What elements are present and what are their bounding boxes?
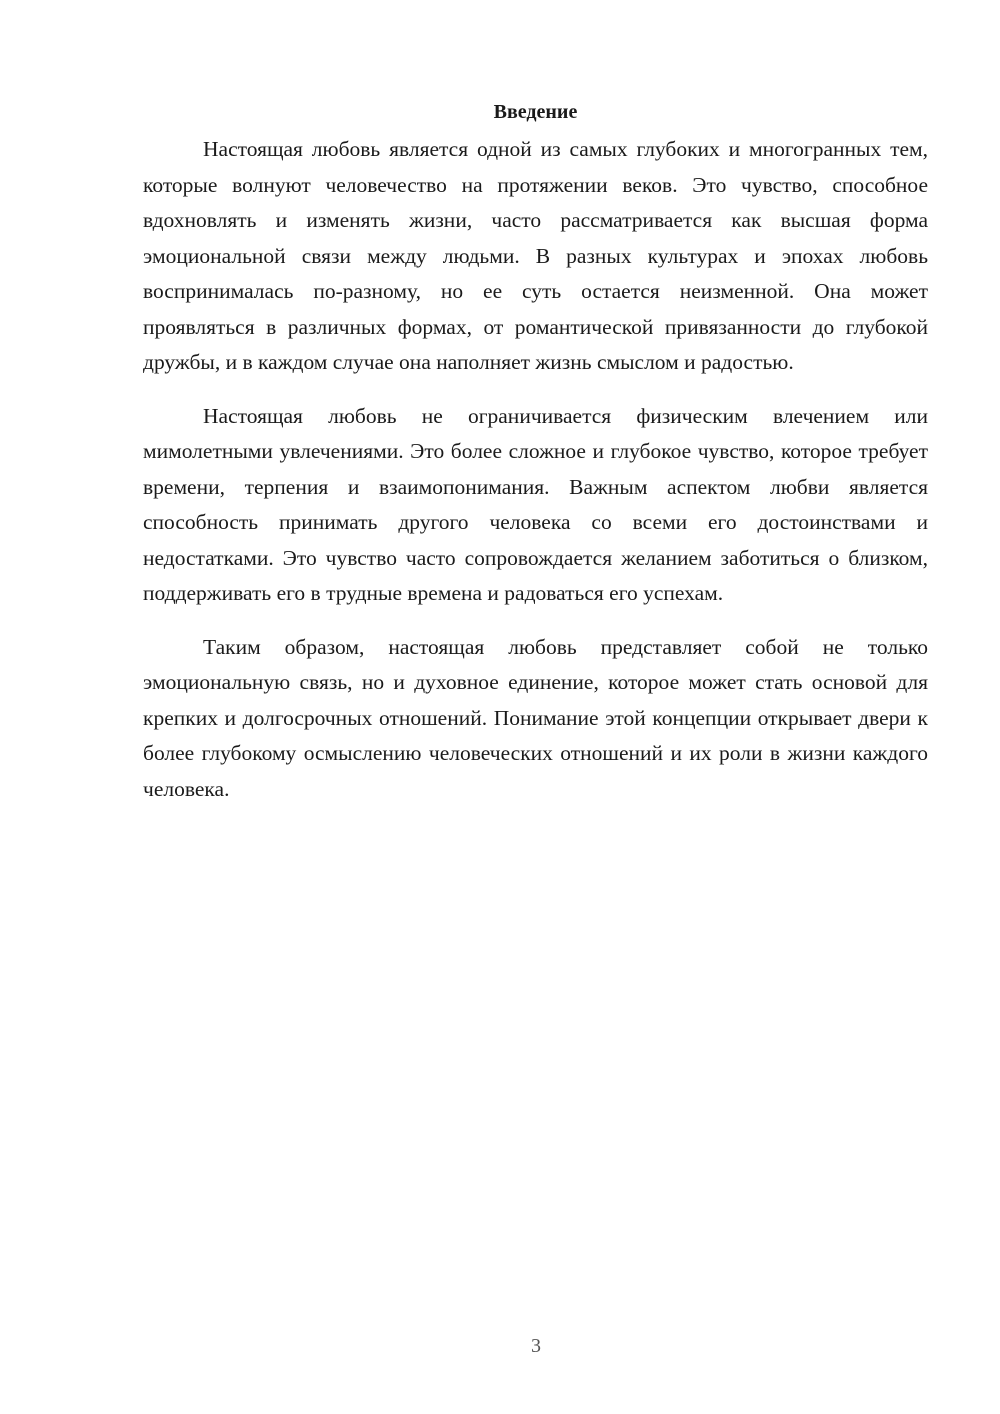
paragraph-1: Настоящая любовь является одной из самых глубоких и многогранных тем, которые волнуют человечество на протяжении веков. Это чувство, способное вдохновлять и изменять жизни, часто рассматривается как высшая форма эмоциональной связи между людьми. В разных культурах и эпохах любовь воспринималась по-разному, но ее суть остается неизменной. Она может проявляться в различных формах, от романтической привязанности до глубокой дружбы, и в каждом случае она наполняет жизнь смыслом и радостью.: [143, 137, 928, 374]
section-heading: Введение: [493, 101, 578, 123]
paragraph-3: Таким образом, настоящая любовь представляет собой не только эмоциональную связь, но и духовное единение, которое может стать основой для крепких и долгосрочных отношений. Понимание этой концепции открывает двери к более глубокому осмыслению человеческих отношений и их роли в жизни каждого человека.: [143, 634, 928, 801]
page-number: 3: [531, 1335, 541, 1357]
paragraph-2: Настоящая любовь не ограничивается физическим влечением или мимолетными увлечениями. Это более сложное и глубокое чувство, которое требует времени, терпения и взаимопонимания. Важным аспектом любви является способность принимать другого человека со всеми его достоинствами и недостатками. Это чувство часто сопровождается желанием заботиться о близком, поддерживать его в трудные времена и радоваться его успехам.: [143, 403, 928, 605]
page-content: [143, 96, 928, 825]
